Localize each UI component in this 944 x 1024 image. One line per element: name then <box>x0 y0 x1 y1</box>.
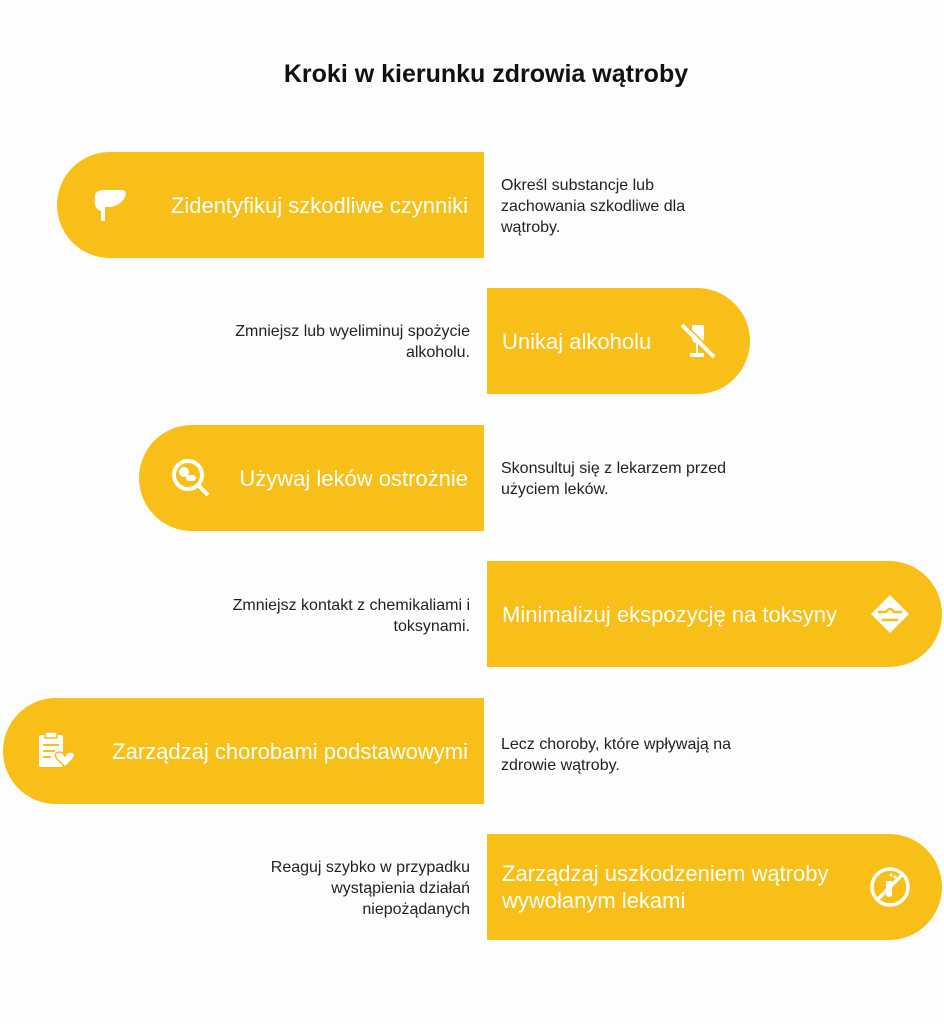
step-5 <box>3 698 484 804</box>
step-label: Minimalizuj ekspozycję na toksyny <box>502 601 838 627</box>
step-3 <box>139 425 484 531</box>
no-alcohol-icon <box>676 319 720 363</box>
step-desc: Reaguj szybko w przypadku wystąpienia działań niepożądanych <box>270 859 470 918</box>
step-1 <box>57 152 484 258</box>
liver-icon <box>87 183 131 227</box>
step-desc: Określ substancje lub zachowania szkodliwe dla wątroby. <box>501 177 686 236</box>
page-title: Kroki w kierunku zdrowia wątroby <box>283 60 689 88</box>
step-label: Zarządzaj chorobami podstawowymi <box>112 738 468 764</box>
step-4 <box>487 561 942 667</box>
toxic-hazard-icon <box>868 592 912 636</box>
medical-record-icon <box>33 729 77 773</box>
step-label: Zarządzaj uszkodzeniem wątroby wywołanym lekami <box>502 861 829 913</box>
step-desc: Zmniejsz kontakt z chemikaliami i toksynami. <box>232 597 470 635</box>
step-label: Unikaj alkoholu <box>502 328 652 354</box>
step-desc: Zmniejsz lub wyeliminuj spożycie alkoholu. <box>235 323 470 361</box>
step-desc: Skonsultuj się z lekarzem przed użyciem leków. <box>501 460 726 498</box>
step-6 <box>487 834 942 940</box>
step-desc: Lecz choroby, które wpływają na zdrowie wątroby. <box>501 736 732 774</box>
step-2 <box>487 288 750 394</box>
step-label: Zidentyfikuj szkodliwe czynniki <box>170 192 468 218</box>
medication-search-icon <box>169 456 213 500</box>
no-chemical-icon <box>868 865 912 909</box>
step-label: Używaj leków ostrożnie <box>239 465 468 491</box>
